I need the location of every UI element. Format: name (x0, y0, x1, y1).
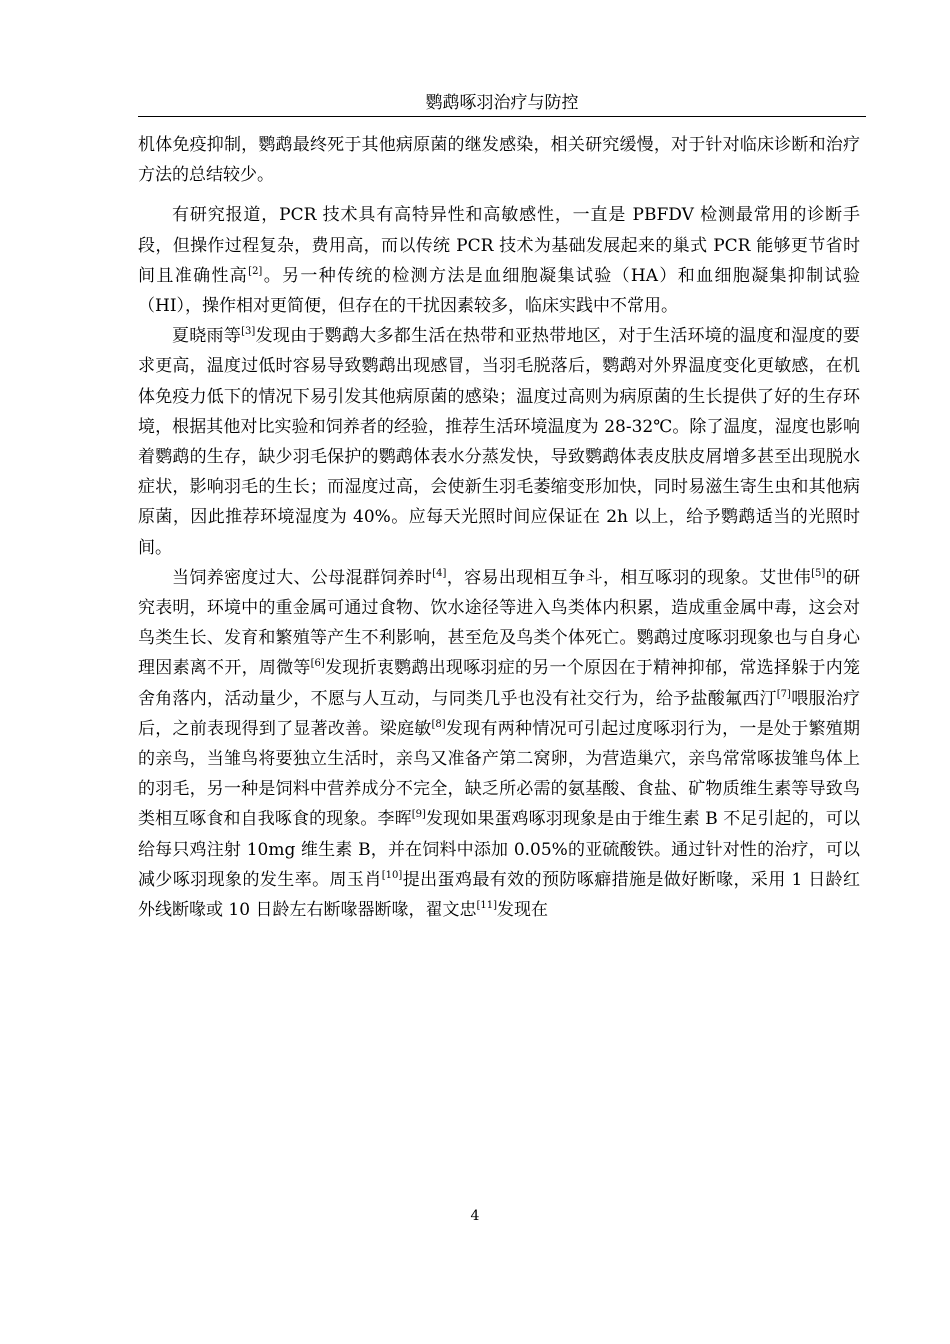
citation-ref: [11] (476, 900, 497, 912)
paragraph-p1 (138, 130, 860, 190)
text-run: 喂服治疗后，之前表现得到了显著改善。梁庭敏 (138, 688, 861, 739)
citation-ref: [4] (432, 567, 447, 579)
text-run: 。另一种传统的检测方法是血细胞凝集试验（HA）和血细胞凝集抑制试验（HI），操作相对更简便，但存在的干扰因素较多，临床实践中不常用。 (138, 265, 860, 317)
citation-ref: [7] (776, 688, 791, 700)
page-number: 4 (470, 1208, 480, 1224)
paragraph-p2 (138, 200, 860, 321)
text-run: 发现由于鹦鹉大多都生活在热带和亚热带地区，对于生活环境的温度和湿度的要求更高，温度过低时容易导致鹦鹉出现感冒，当羽毛脱落后，鹦鹉对外界温度变化更敏感，在机体免疫力低下的情况下易引发其他病原菌的感染；温度过高则为病原菌的生长提供了好的生存环境，根据其他对比实验和饲养者的经验，推荐生活环境温度为 28-32℃。除了温度，湿度也影响着鹦鹉的生存，缺少羽毛保护的鹦鹉体表水分蒸发快，导致鹦鹉体表皮肤皮屑增多甚至出现脱水症状，影响羽毛的生长；而湿度过高，会使新生羽毛萎缩变形加快，同时易滋生寄生虫和其他病原菌，因此推荐环境湿度为 40%。应每天光照时间应保证在 2h 以上，给予鹦鹉适当的光照时间。 (138, 326, 861, 558)
text-run: 发现有两种情况可引起过度啄羽行为，一是处于繁殖期的亲鸟，当雏鸟将要独立生活时，亲鸟又准备产第二窝卵，为营造巢穴，亲鸟常常啄拔雏鸟体上的羽毛，另一种是饲料中营养成分不完全，缺乏所必需的氨基酸、食盐、矿物质维生素等导致鸟类相互啄食和自我啄食的现象。李晖 (138, 718, 861, 830)
text-run: 当饲养密度过大、公母混群饲养时 (172, 567, 433, 588)
citation-ref: [3] (241, 326, 256, 338)
citation-ref: [9] (411, 809, 426, 821)
citation-ref: [6] (310, 658, 325, 670)
text-run: ，容易出现相互争斗，相互啄羽的现象。艾世伟 (446, 567, 812, 588)
document-body (138, 130, 860, 925)
citation-ref: [10] (381, 869, 403, 881)
text-run: 机体免疫抑制，鹦鹉最终死于其他病原菌的继发感染，相关研究缓慢，对于针对临床诊断和治疗方法的总结较少。 (138, 135, 860, 186)
header-divider (138, 116, 866, 117)
text-run: 的研究表明，环境中的重金属可通过食物、饮水途径等进入鸟类体内积累，造成重金属中毒，这会对鸟类生长、发育和繁殖等产生不利影响，甚至危及鸟类个体死亡。鹦鹉过度啄羽现象也与自身心理因素离不开，周微等 (138, 567, 861, 679)
paragraph-p4 (138, 563, 860, 925)
text-run: 夏晓雨等 (172, 326, 242, 347)
citation-ref: [8] (431, 718, 446, 730)
text-run: 提出蛋鸡最有效的预防啄癖措施是做好断喙，采用 1 日龄红外线断喙或 10 日龄左右断喙器断喙，翟文忠 (138, 869, 861, 921)
running-header: 鹦鹉啄羽治疗与防控 (425, 93, 579, 113)
text-run: 发现如果蛋鸡啄羽现象是由于维生素 B 不足引起的，可以给每只鸡注射 10mg 维生素 B，并在饲料中添加 0.05%的亚硫酸铁。通过针对性的治疗，可以减少啄羽现象的发生率。周玉肖 (138, 809, 861, 890)
citation-ref: [2] (248, 265, 263, 277)
text-run: 发现折衷鹦鹉出现啄羽症的另一个原因在于精神抑郁，常选择躲于内笼舍角落内，活动量少，不愿与人互动，与同类几乎也没有社交行为，给予盐酸氟西汀 (138, 658, 860, 709)
citation-ref: [5] (811, 567, 826, 579)
paragraph-p3 (138, 321, 860, 563)
text-run: 发现在 (496, 900, 548, 921)
text-run: 有研究报道，PCR 技术具有高特异性和高敏感性，一直是 PBFDV 检测最常用的诊断手段，但操作过程复杂，费用高，而以传统 PCR 技术为基础发展起来的巢式 PCR 能够更节省时间且准确性高 (138, 205, 860, 286)
